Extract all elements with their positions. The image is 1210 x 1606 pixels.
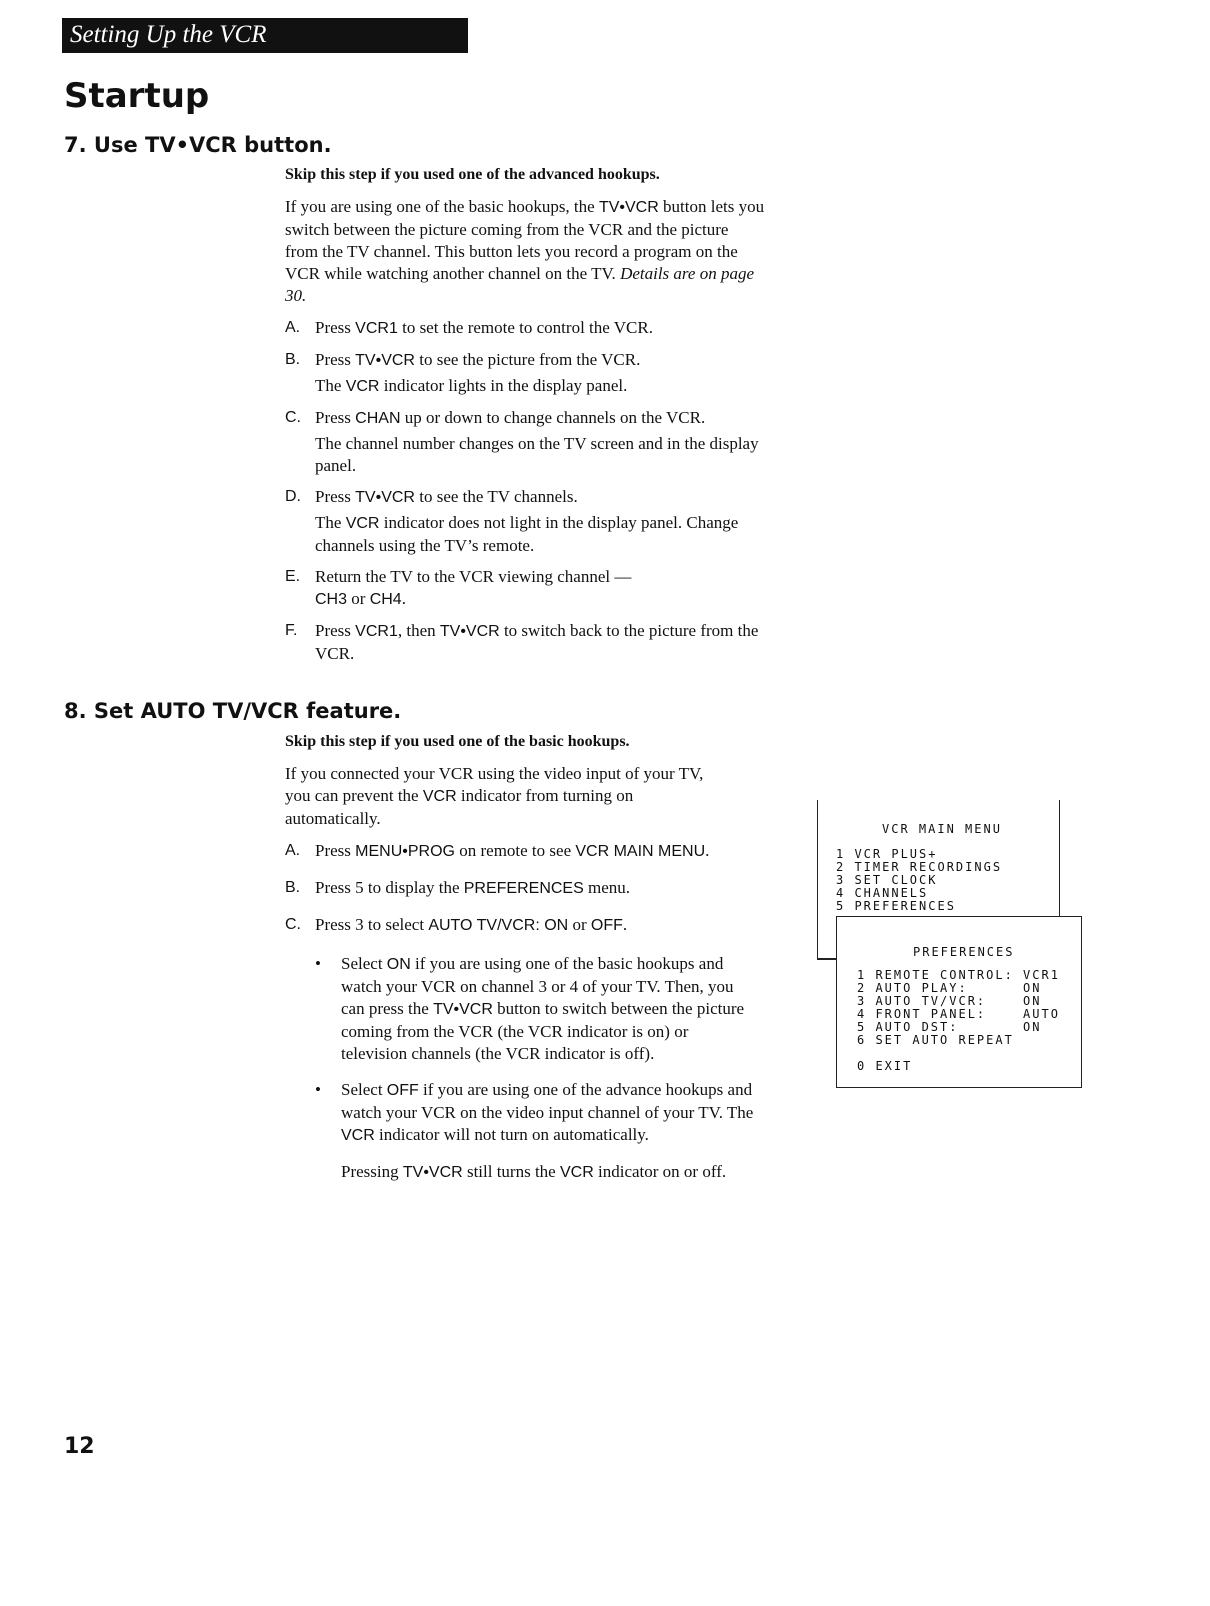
bullet-icon: • (315, 954, 321, 973)
vcr-main-menu-title: VCR MAIN MENU (882, 822, 1002, 836)
step8-intro: If you connected your VCR using the video input of your TV, you can prevent the VCR indicator from turning on automatically. (285, 764, 704, 828)
menu-connector-line (817, 958, 838, 960)
step7-item-b: B. Press TV•VCR to see the picture from the VCR. The VCR indicator lights in the display panel. (285, 350, 641, 395)
step8-skip-note: Skip this step if you used one of the basic hookups. (285, 733, 630, 750)
page-number: 12 (64, 1434, 95, 1459)
step8-closing-note: Pressing TV•VCR still turns the VCR indicator on or off. (341, 1162, 727, 1181)
step8-body (285, 731, 760, 1184)
step8-item-a: A. Press MENU•PROG on remote to see VCR MAIN MENU. (285, 841, 710, 860)
step8-item-b: B. Press 5 to display the PREFERENCES menu. (285, 878, 631, 897)
step8-bullet-off: • Select OFF if you are using one of the advance hookups and watch your VCR on the video input channel of your TV. The VCR indicator will not turn on automatically. (315, 1080, 754, 1144)
step8-bullet-on: • Select ON if you are using one of the basic hookups and watch your VCR on channel 3 or 4 of your TV. Then, you can press the TV•VCR button to switch between the picture coming from the VCR (the VCR indicator is on) or television channels (the VCR indicator is off). (315, 954, 745, 1063)
step8-heading: 8. Set AUTO TV/VCR feature. (64, 699, 402, 723)
section-header-title: Setting Up the VCR (70, 21, 267, 48)
page-title: Startup (64, 76, 210, 116)
step7-item-a: A. Press VCR1 to set the remote to control the VCR. (285, 318, 653, 337)
step7-item-e: E. Return the TV to the VCR viewing channel — CH3 or CH4. (285, 567, 632, 608)
preferences-menu-exit: 0 EXIT (857, 1059, 913, 1073)
preferences-menu-items: 1 REMOTE CONTROL: VCR1 2 AUTO PLAY: ON 3 AUTO TV/VCR: ON 4 FRONT PANEL: AUTO 5 AUTO DST: ON 6 SET AUTO REPEAT (857, 968, 1060, 1047)
step7-body (285, 164, 765, 674)
bullet-icon: • (315, 1080, 321, 1099)
step8-item-c: C. Press 3 to select AUTO TV/VCR: ON or OFF. (285, 915, 628, 934)
preferences-menu-title: PREFERENCES (913, 945, 1015, 959)
step7-item-f: F. Press VCR1, then TV•VCR to switch back to the picture from the VCR. (285, 621, 759, 663)
vcr-main-menu-items: 1 VCR PLUS+ 2 TIMER RECORDINGS 3 SET CLOCK 4 CHANNELS 5 PREFERENCES (836, 847, 1003, 913)
step7-intro: If you are using one of the basic hookups, the TV•VCR button lets you switch between the picture coming from the VCR and the picture from the TV channel. This button lets you record a program on the VCR while watching another channel on the TV. Details are on page 30. (285, 197, 765, 305)
step7-heading: 7. Use TV•VCR button. (64, 133, 332, 157)
section-header-bar (62, 18, 468, 53)
step7-skip-note: Skip this step if you used one of the advanced hookups. (285, 166, 660, 183)
step7-item-c: C. Press CHAN up or down to change channels on the VCR. The channel number changes on the TV screen and in the display panel. (285, 408, 759, 475)
step7-item-d: D. Press TV•VCR to see the TV channels. The VCR indicator does not light in the display panel. Change channels using the TV’s remote. (285, 487, 739, 555)
preferences-menu-screen (836, 916, 1082, 1088)
